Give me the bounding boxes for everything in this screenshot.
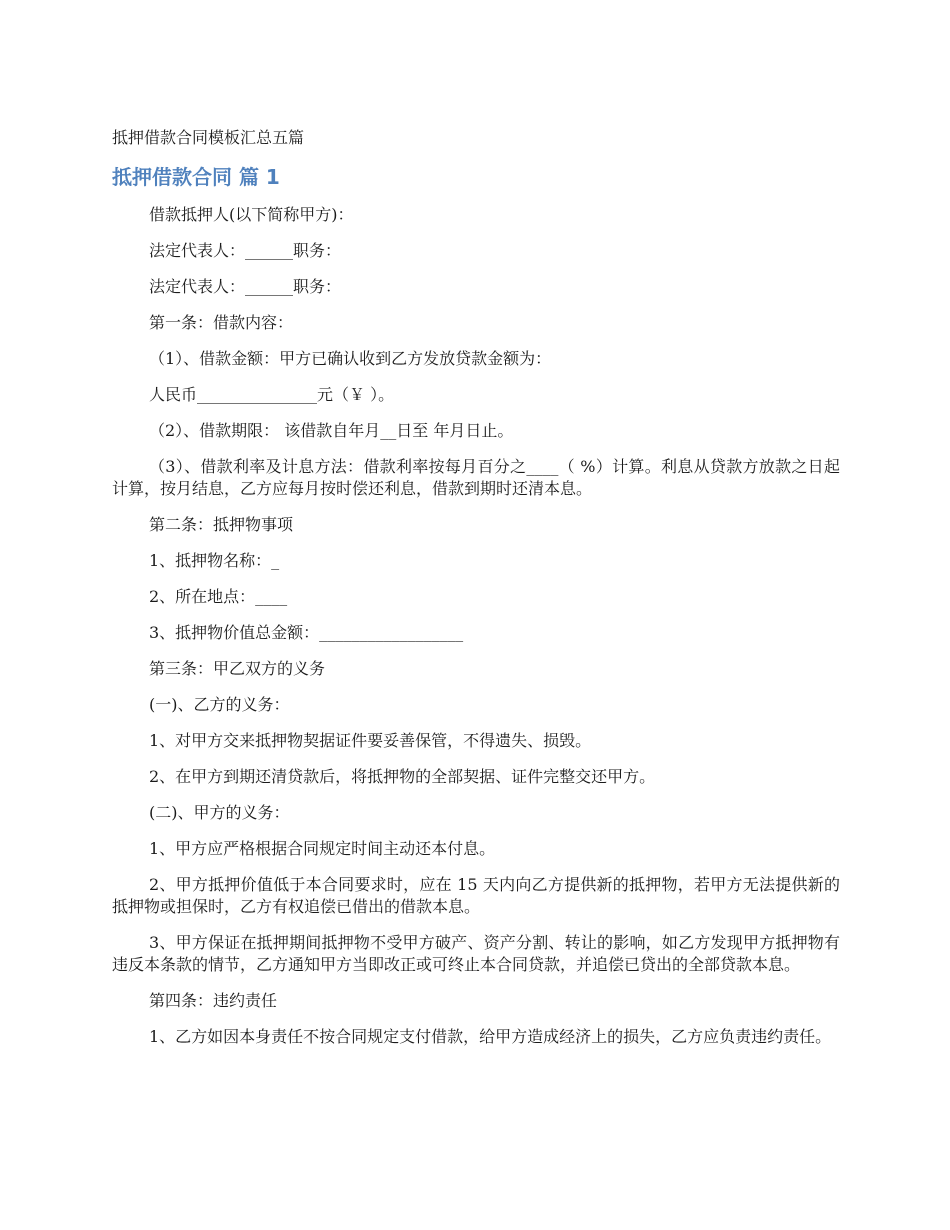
paragraph: （1）、借款金额：甲方已确认收到乙方发放贷款金额为： (149, 349, 552, 368)
paragraph: 第四条：违约责任 (149, 991, 278, 1010)
paragraph: (一)、乙方的义务： (149, 695, 290, 714)
section-heading: 抵押借款合同 篇 1 (112, 165, 280, 189)
paragraph: 2、所在地点：____ (149, 587, 288, 606)
paragraph: 2、甲方抵押价值低于本合同要求时，应在 15 天内向乙方提供新的抵押物，若甲方无法提供新的抵押物或担保时，乙方有权追偿已借出的借款本息。 (112, 875, 840, 916)
paragraph: 法定代表人：______职务： (149, 277, 342, 296)
paragraph: (二)、甲方的义务： (149, 803, 290, 822)
document-title: 抵押借款合同模板汇总五篇 (112, 128, 305, 147)
paragraph: 3、抵押物价值总金额：__________________ (149, 623, 464, 642)
paragraph: 第二条：抵押物事项 (149, 515, 294, 534)
paragraph: 借款抵押人(以下简称甲方)： (149, 205, 354, 224)
paragraph: 1、对甲方交来抵押物契据证件要妥善保管，不得遗失、损毁。 (149, 731, 592, 750)
paragraph: （3）、借款利率及计息方法：借款利率按每月百分之____（ %）计算。利息从贷款方放款之日起计算，按月结息，乙方应每月按时偿还利息，借款到期时还清本息。 (112, 457, 840, 498)
paragraph: 1、甲方应严格根据合同规定时间主动还本付息。 (149, 839, 496, 858)
paragraph: 2、在甲方到期还清贷款后，将抵押物的全部契据、证件完整交还甲方。 (149, 767, 656, 786)
paragraph: 1、抵押物名称：_ (149, 551, 280, 570)
document-body (112, 204, 840, 1062)
paragraph: （2）、借款期限： 该借款自年月__日至 年月日止。 (149, 421, 514, 440)
paragraph: 第三条：甲乙双方的义务 (149, 659, 326, 678)
paragraph: 第一条：借款内容： (149, 313, 294, 332)
paragraph: 人民币_______________元（￥ ）。 (149, 385, 395, 404)
paragraph: 3、甲方保证在抵押期间抵押物不受甲方破产、资产分割、转让的影响，如乙方发现甲方抵押物有违反本条款的情节，乙方通知甲方当即改正或可终止本合同贷款，并追偿已贷出的全部贷款本息。 (112, 933, 840, 974)
paragraph: 1、乙方如因本身责任不按合同规定支付借款，给甲方造成经济上的损失，乙方应负责违约责任。 (149, 1027, 832, 1046)
paragraph: 法定代表人：______职务： (149, 241, 342, 260)
